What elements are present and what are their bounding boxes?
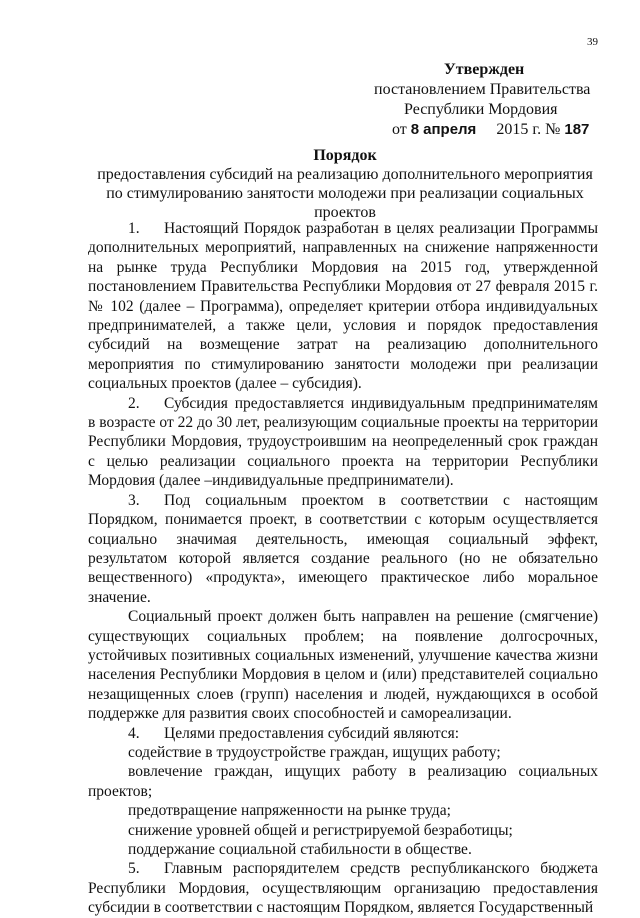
section-2 xyxy=(88,394,598,491)
section-5 xyxy=(88,859,598,917)
approval-block xyxy=(370,60,630,140)
section-text: Целями предоставления субсидий являются: xyxy=(164,724,460,742)
section-text: Социальный проект должен быть направлен на решение (смягчение) существующих социальных проблем; на появление долгосрочных, устойчивых позитивных социальных изменений, улучшение качества жизни населения Республики Мордовия в целом и (или) представителей социально незащищенных слоев (групп) населения и людей, нуждающихся в особой поддержке для развития своих способностей и самореализации. xyxy=(88,608,598,723)
section-4 xyxy=(88,724,598,743)
section-text: Главным распорядителем средств республиканского бюджета Республики Мордовия, осуществляющим организацию предоставления субсидии в соответствии с настоящим Порядком, является Государственный xyxy=(88,860,598,917)
section-number: 2. xyxy=(128,394,140,412)
approval-line-1: постановлением Правительства xyxy=(374,81,591,98)
section-number: 3. xyxy=(128,491,140,509)
approval-heading: Утвержден xyxy=(444,61,525,78)
goal-item: содействие в трудоустройстве граждан, ищущих работу; xyxy=(128,743,501,761)
page-number: 39 xyxy=(587,36,598,48)
section-text: Настоящий Порядок разработан в целях реализации Программы дополнительных мероприятий, направленных на снижение напряженности на рынке труда Республики Мордовия на 2015 год, утвержденной постановлением Правительства Республики Мордовия от 27 февраля 2015 г. № 102 (далее – Программа), определяет критерии отбора индивидуальных предпринимателей, а также цели, условия и порядок предоставления субсидий на возмещение затрат на реализацию дополнительного мероприятия по стимулированию занятости молодежи при реализации социальных проектов (далее – субсидия). xyxy=(88,220,598,393)
approval-year: 2015 г. № xyxy=(496,121,561,138)
document-body xyxy=(88,219,598,918)
approval-date-prefix: от xyxy=(392,121,407,138)
goal-item: снижение уровней общей и регистрируемой безработицы; xyxy=(128,821,513,839)
approval-number: 187 xyxy=(564,121,590,138)
document-subtitle: предоставления субсидий на реализацию дополнительного мероприятия по стимулированию занятости молодежи при реализации социальных проектов xyxy=(97,166,593,221)
goal-item: предотвращение напряженности на рынке труда; xyxy=(128,802,451,820)
approval-month: апреля xyxy=(423,121,477,138)
section-3-paragraph xyxy=(88,607,598,723)
section-3 xyxy=(88,491,598,607)
section-1 xyxy=(88,219,598,394)
section-text: Субсидия предоставляется индивидуальным предпринимателям в возрасте от 22 до 30 лет, реализующим социальные проекты на территории Республики Мордовия, трудоустроившим на неопределенный срок граждан с целью реализации социального проекта на территории Республики Мордовия (далее –индивидуальные предприниматели). xyxy=(88,394,598,490)
section-text: Под социальным проектом в соответствии с настоящим Порядком, понимается проект, в соответствии с которым осуществляется социально значимая деятельность, имеющая социальный эффект, результатом которой является создание реального (но не обязательно вещественного) «продукта», имеющего практическое либо моральное значение. xyxy=(88,491,598,606)
approval-day: 8 xyxy=(410,121,420,138)
document-title: Порядок xyxy=(313,147,377,164)
approval-line-2: Республики Мордовия xyxy=(404,101,558,118)
section-number: 1. xyxy=(128,220,140,237)
goal-item: поддержание социальной стабильности в обществе. xyxy=(128,841,472,858)
approval-date-line xyxy=(370,120,630,140)
section-number: 5. xyxy=(128,860,140,878)
goal-item: вовлечение граждан, ищущих работу в реализацию социальных проектов; xyxy=(88,763,598,800)
section-number: 4. xyxy=(128,724,140,742)
